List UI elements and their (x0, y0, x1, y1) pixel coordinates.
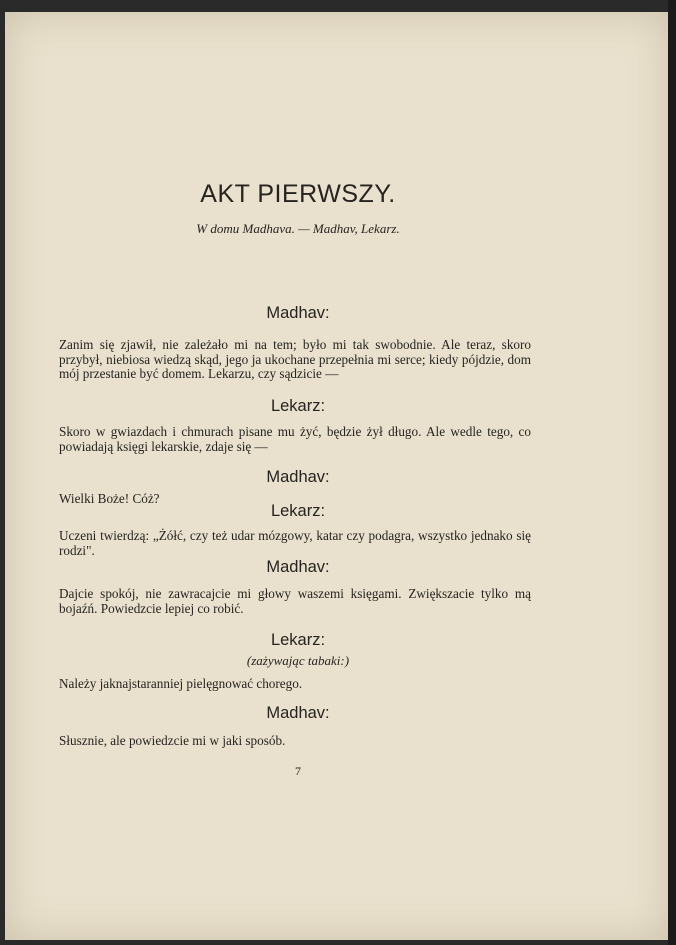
speaker-name: Madhav: (266, 468, 330, 486)
speech-text: Słusznie, ale powiedzcie mi w jaki sposób. (59, 733, 286, 748)
speech-text: Dajcie spokój, nie zawracajcie mi głowy waszemi księgami. Zwiększacie tylko mą bojaźń. Powiedzcie lepiej co robić. (59, 586, 531, 616)
speaker-name: Lekarz: (270, 631, 326, 649)
speech-text: Skoro w gwiazdach i chmurach pisane mu żyć, będzie żył długo. Ale wedle tego, co powiadają księgi lekarskie, zdaje się — (59, 424, 531, 454)
stage-direction: (zażywając tabaki:) (246, 653, 350, 668)
speech-text: Należy jaknajstaranniej pielęgnować chorego. (59, 676, 303, 691)
speaker-name: Lekarz: (270, 397, 326, 415)
speaker-name: Madhav: (266, 704, 330, 722)
speech-text: Uczeni twierdzą: „Żółć, czy też udar mózgowy, katar czy podagra, wszystko jednako się rodzi". (59, 528, 531, 558)
speech-text: Zanim się zjawił, nie zależało mi na tem; było mi tak swobodnie. Ale teraz, skoro przybył, niebiosa wiedzą skąd, jego ja ukochane przepełnia mi serce; kiedy pójdzie, dom mój przestanie być domem. Lekarzu, czy sądzicie — (59, 337, 531, 381)
speaker-name: Madhav: (266, 558, 330, 576)
act-title: AKT PIERWSZY. (200, 180, 396, 208)
page-number: 7 (295, 764, 301, 778)
scene-description: W domu Madhava. — Madhav, Lekarz. (196, 221, 400, 236)
scan-background-edge (668, 0, 676, 945)
book-page (5, 12, 669, 940)
speaker-name: Lekarz: (270, 502, 326, 520)
speaker-name: Madhav: (266, 304, 330, 322)
speech-text: Wielki Boże! Cóż? (59, 491, 160, 506)
